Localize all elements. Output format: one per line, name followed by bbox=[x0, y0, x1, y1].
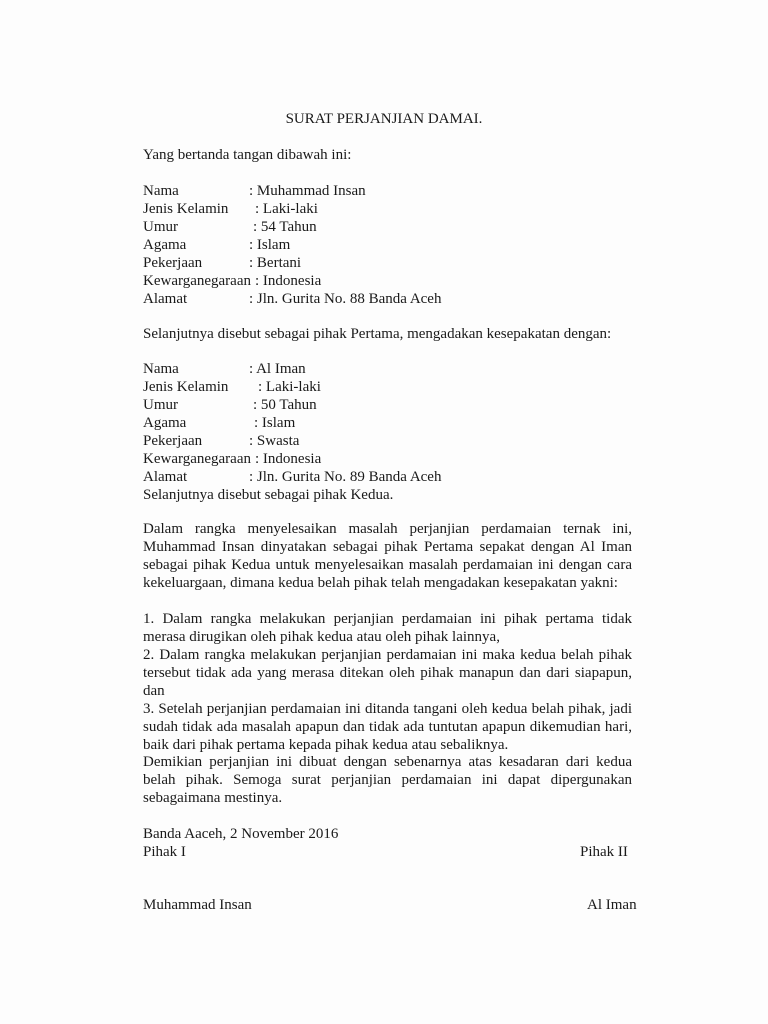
party1-field-jenis-kelamin bbox=[143, 200, 441, 218]
field-label: Pekerjaan bbox=[143, 433, 203, 449]
field-label: Umur bbox=[143, 219, 178, 235]
field-value: : Laki-laki bbox=[258, 379, 321, 395]
field-value: : Jln. Gurita No. 88 Banda Aceh bbox=[249, 291, 442, 307]
field-value: : Islam bbox=[254, 415, 296, 431]
closing-paragraph bbox=[143, 753, 632, 807]
field-value: : Jln. Gurita No. 89 Banda Aceh bbox=[249, 469, 442, 485]
party1-field-alamat bbox=[143, 290, 441, 308]
document-title: SURAT PERJANJIAN DAMAI. bbox=[285, 111, 483, 127]
party2-details bbox=[143, 360, 441, 486]
party2-field-kewarganegaraan bbox=[143, 450, 441, 468]
party2-field-nama bbox=[143, 360, 441, 378]
field-label: Agama bbox=[143, 415, 187, 431]
agreement-text: Dalam rangka menyelesaikan masalah perjanjian perdamaian ternak ini, Muhammad Insan dinyatakan sebagai pihak Pertama sepakat dengan Al Iman sebagai pihak Kedua untuk menyelesaikan masalah perdamaian ini dengan cara kekeluargaan, dimana kedua belah pihak telah mengadakan kesepakatan yakni: bbox=[143, 521, 632, 591]
closing-text: Demikian perjanjian ini dibuat dengan sebenarnya atas kesadaran dari kedua belah pihak. Semoga surat perjanjian perdamaian ini dapat dipergunakan sebagaimana mestinya. bbox=[143, 754, 632, 806]
intro-text: Yang bertanda tangan dibawah ini: bbox=[143, 147, 352, 163]
party1-field-pekerjaan bbox=[143, 254, 441, 272]
agreement-point-2: 2. Dalam rangka melakukan perjanjian perdamaian ini maka kedua belah pihak tersebut tidak ada yang merasa ditekan oleh pihak manapun dan dari siapapun, dan bbox=[143, 647, 632, 699]
party1-field-agama bbox=[143, 236, 441, 254]
field-value: : 50 Tahun bbox=[253, 397, 317, 413]
agreement-paragraph bbox=[143, 520, 632, 592]
field-value: : Muhammad Insan bbox=[249, 183, 366, 199]
field-label: Alamat bbox=[143, 291, 188, 307]
agreement-points bbox=[143, 610, 632, 754]
field-label: Umur bbox=[143, 397, 178, 413]
party1-details bbox=[143, 182, 441, 308]
field-label: Alamat bbox=[143, 469, 188, 485]
field-value: : 54 Tahun bbox=[253, 219, 317, 235]
party1-field-nama bbox=[143, 182, 441, 200]
field-label: Agama bbox=[143, 237, 187, 253]
party2-field-umur bbox=[143, 396, 441, 414]
agreement-point-3: 3. Setelah perjanjian perdamaian ini ditanda tangani oleh kedua belah pihak, jadi sudah tidak ada masalah apapun dan tidak ada tuntutan apapun dikemudian hari, baik dari pihak pertama kepada pihak kedua atau sebaliknya. bbox=[143, 701, 632, 753]
field-value: : Islam bbox=[249, 237, 291, 253]
party1-closing: Selanjutnya disebut sebagai pihak Pertama, mengadakan kesepakatan dengan: bbox=[143, 326, 612, 342]
field-value: : Indonesia bbox=[255, 451, 322, 467]
signature-name-party1: Muhammad Insan bbox=[143, 897, 252, 913]
field-label: Kewarganegaraan bbox=[143, 273, 251, 289]
party2-field-agama bbox=[143, 414, 441, 432]
field-label: Jenis Kelamin bbox=[143, 379, 229, 395]
party2-field-alamat bbox=[143, 468, 441, 486]
field-value: : Al Iman bbox=[249, 361, 306, 377]
field-label: Pekerjaan bbox=[143, 255, 203, 271]
field-label: Nama bbox=[143, 183, 179, 199]
party2-field-pekerjaan bbox=[143, 432, 441, 450]
party1-field-kewarganegaraan bbox=[143, 272, 441, 290]
field-label: Kewarganegaraan bbox=[143, 451, 251, 467]
signature-label-party2: Pihak II bbox=[580, 844, 628, 860]
party2-closing: Selanjutnya disebut sebagai pihak Kedua. bbox=[143, 487, 394, 503]
agreement-point-1: 1. Dalam rangka melakukan perjanjian perdamaian ini pihak pertama tidak merasa dirugikan oleh pihak kedua atau oleh pihak lainnya, bbox=[143, 611, 632, 645]
signature-name-party2: Al Iman bbox=[587, 897, 637, 913]
place-date: Banda Aaceh, 2 November 2016 bbox=[143, 826, 339, 842]
field-value: : Bertani bbox=[249, 255, 302, 271]
field-value: : Indonesia bbox=[255, 273, 322, 289]
field-label: Nama bbox=[143, 361, 179, 377]
party1-field-umur bbox=[143, 218, 441, 236]
signature-label-party1: Pihak I bbox=[143, 844, 186, 860]
party2-field-jenis-kelamin bbox=[143, 378, 441, 396]
field-label: Jenis Kelamin bbox=[143, 201, 229, 217]
field-value: : Laki-laki bbox=[255, 201, 318, 217]
field-value: : Swasta bbox=[249, 433, 300, 449]
